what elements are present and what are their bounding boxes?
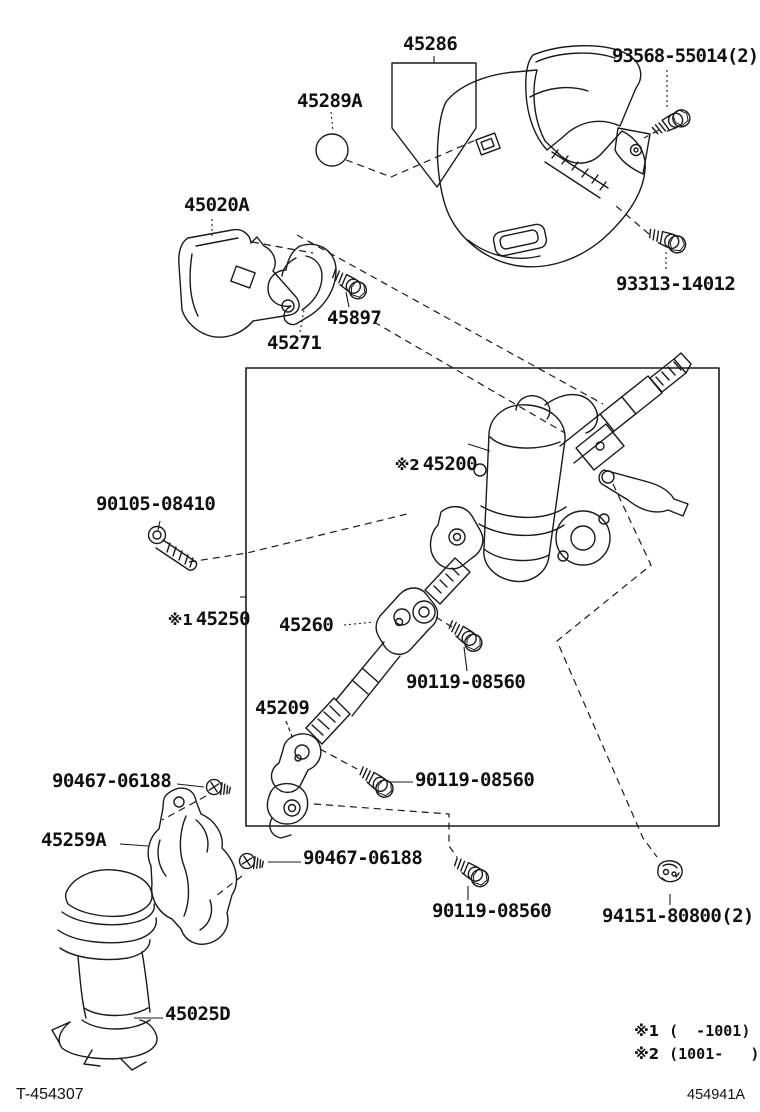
part-label-45250[interactable] [146,588,250,630]
nut-art [658,861,682,882]
cover-cap-art [316,134,348,166]
column-assembly-art [422,353,691,604]
ref-mark-1: ※1 [167,610,193,629]
ref-mark-2: ※2 [394,455,420,474]
part-number: 45250 [195,607,250,630]
part-label-45025D[interactable]: 45025D [165,1003,231,1025]
part-label-45200[interactable] [373,433,477,475]
part-label-90467-a[interactable]: 90467-06188 [52,770,172,792]
assembly-group-box [246,368,719,826]
figure-code: 454941A [687,1087,746,1103]
part-label-90105[interactable]: 90105-08410 [96,493,216,515]
ujoint-bolt-lower-art [450,855,492,890]
part-label-45260[interactable]: 45260 [279,614,334,636]
part-label-90119-b[interactable]: 90119-08560 [415,769,535,791]
lower-yoke-art [267,734,320,838]
lower-screw-art [646,226,688,255]
part-label-90119-c[interactable]: 90119-08560 [432,900,552,922]
intermediate-shaft-art [306,642,400,744]
dust-boot-art [52,870,157,1070]
part-label-45259A[interactable]: 45259A [41,829,107,851]
part-label-94151[interactable]: 94151-80800(2) [602,905,754,927]
column-cover-art [438,46,650,267]
cover-callout-shield [392,63,476,187]
part-label-45286[interactable]: 45286 [403,33,458,55]
construction-lines [162,130,659,896]
clamp-art [268,244,336,324]
part-number: 45200 [422,452,477,475]
ujoint-art [376,588,437,654]
bracket-art [179,230,299,338]
clip-lower-art [238,852,264,872]
part-label-90467-b[interactable]: 90467-06188 [303,847,423,869]
part-label-45897[interactable]: 45897 [327,307,382,329]
ref-mark-2: ※2 [634,1045,660,1063]
legend-range-2: (1001- ) [669,1045,760,1063]
hole-cover-art [148,788,236,944]
ref-mark-1: ※1 [634,1022,660,1040]
legend-note-2 [616,1027,759,1063]
legend-range-1: ( -1001) [669,1022,751,1040]
part-label-93313[interactable]: 93313-14012 [616,273,736,295]
part-label-90119-a[interactable]: 90119-08560 [406,671,526,693]
part-label-45289A[interactable]: 45289A [297,90,363,112]
part-label-45020A[interactable]: 45020A [184,194,250,216]
part-label-93568[interactable]: 93568-55014(2) [612,45,759,67]
part-label-45209[interactable]: 45209 [255,697,310,719]
drawing-code: T-454307 [16,1086,84,1103]
cover-screw-art [651,107,693,140]
clip-upper-art [205,778,231,798]
long-bolt-art [149,527,197,571]
part-label-45271[interactable]: 45271 [267,332,322,354]
